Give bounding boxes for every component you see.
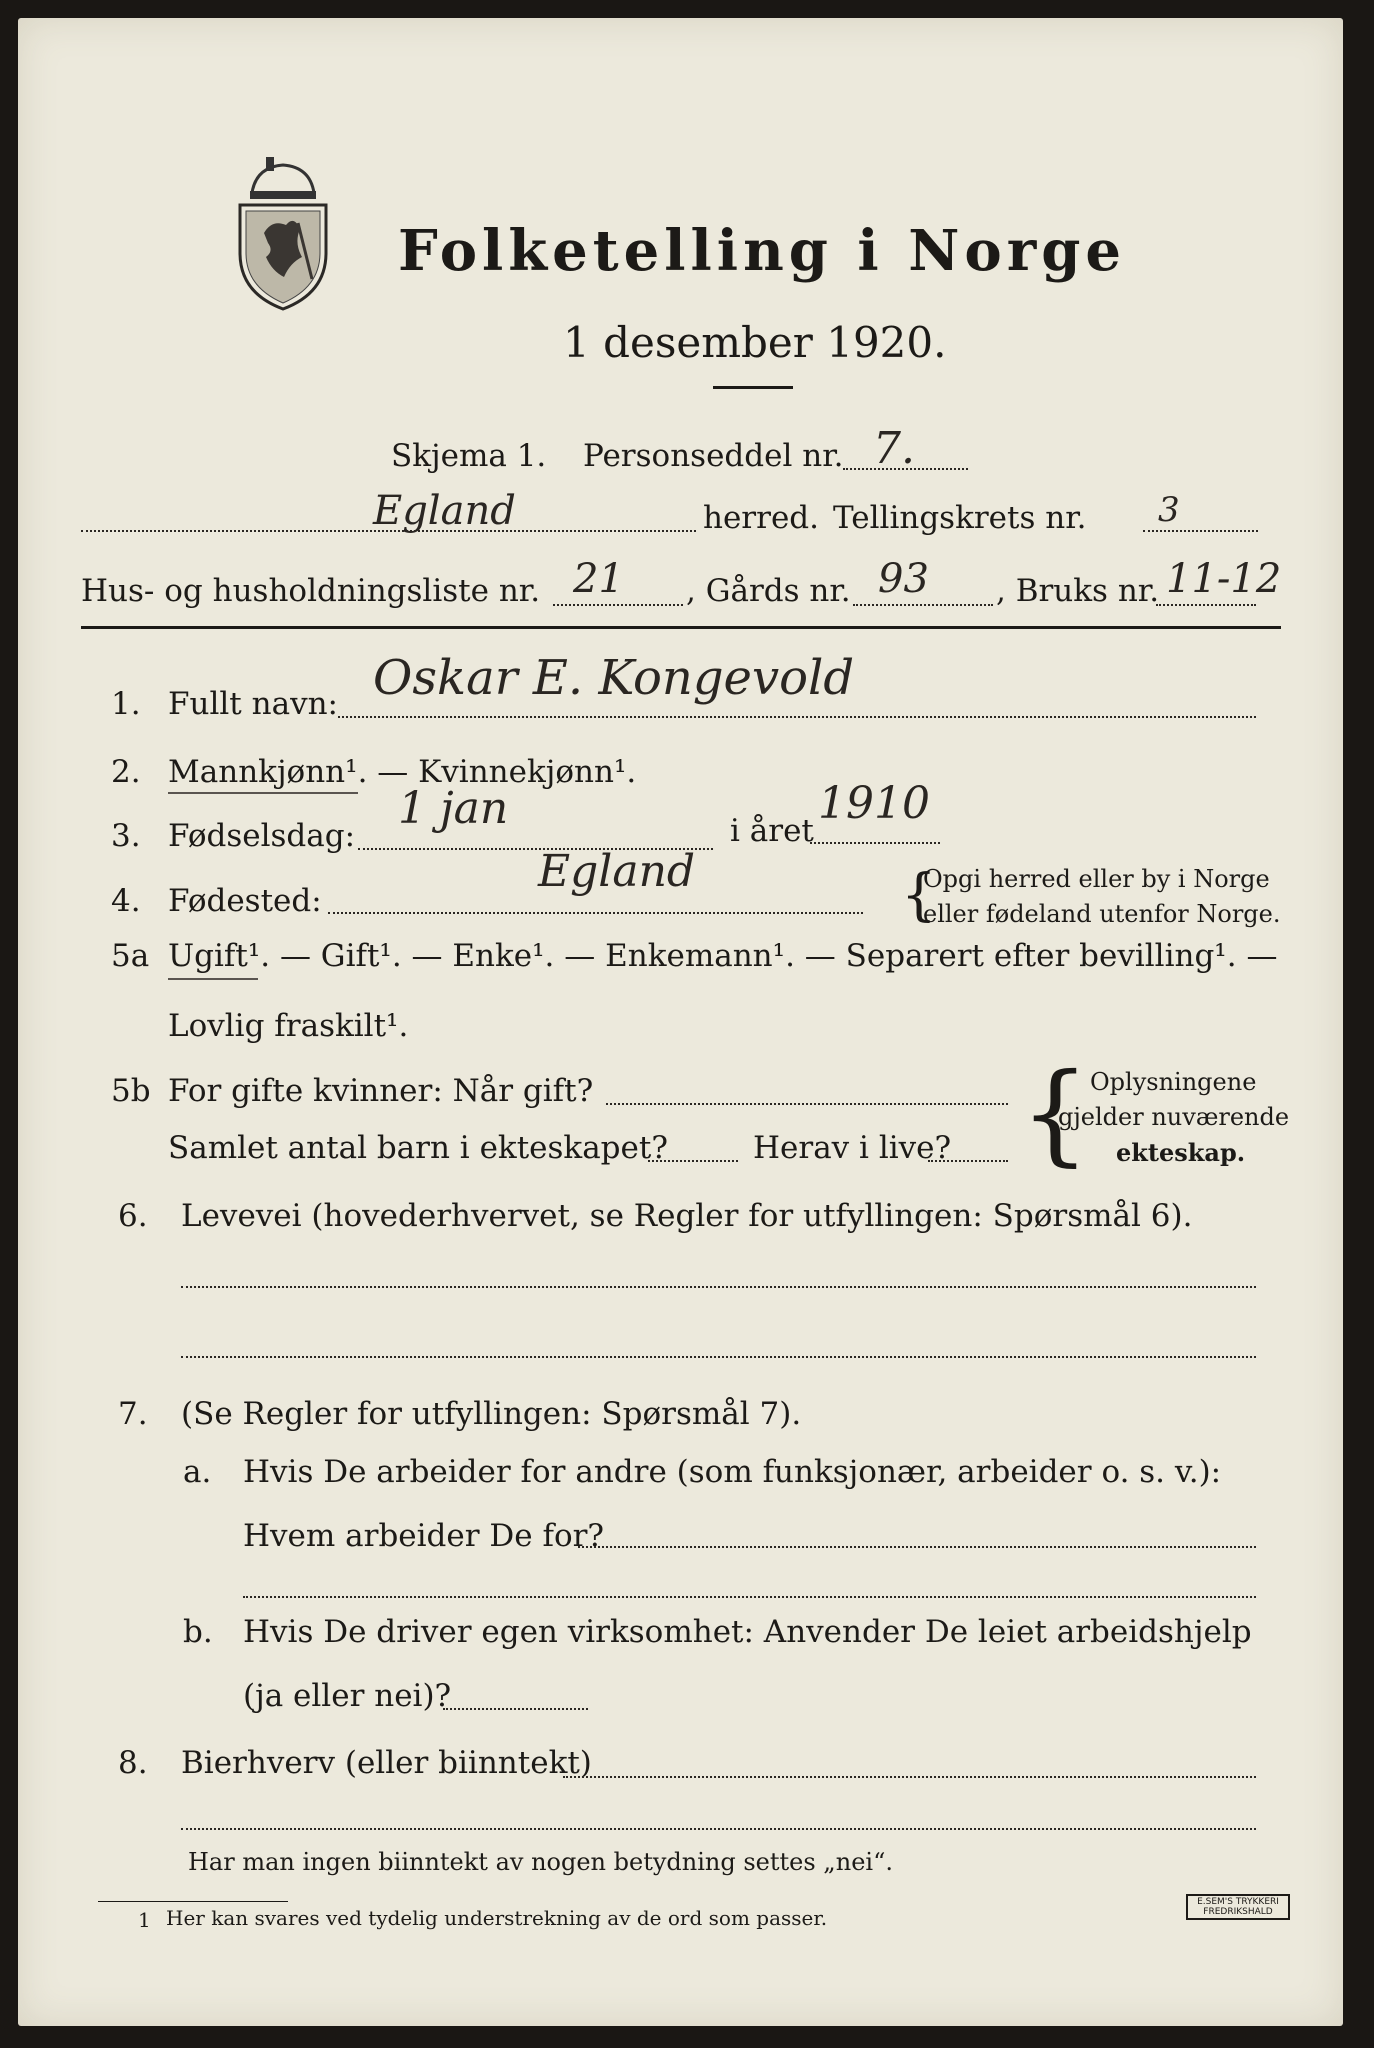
form-date: 1 desember 1920. bbox=[563, 318, 947, 367]
q8-number: 8. bbox=[118, 1745, 148, 1781]
q5b-note-2: gjelder nuværende bbox=[1058, 1103, 1290, 1131]
q5b-label-3: Herav i live? bbox=[753, 1130, 952, 1166]
printer-stamp bbox=[1186, 1894, 1290, 1920]
hired-help-line bbox=[443, 1708, 588, 1710]
q8-note: Har man ingen biinntekt av nogen betydning settes „nei“. bbox=[188, 1848, 893, 1876]
q5b-label: For gifte kvinner: Når gift? bbox=[168, 1073, 594, 1109]
herred-value[interactable]: Egland bbox=[373, 488, 516, 534]
tellingskrets-value[interactable]: 3 bbox=[1158, 490, 1180, 530]
q7b-text-2: (ja eller nei)? bbox=[243, 1678, 452, 1714]
q5b-number: 5b bbox=[111, 1073, 151, 1109]
q6-number: 6. bbox=[118, 1198, 148, 1234]
birthday-value[interactable]: 1 jan bbox=[398, 783, 509, 834]
gender-options: Mannkjønn¹. — Kvinnekjønn¹. bbox=[168, 754, 637, 790]
q8-text: Bierhverv (eller biinntekt) bbox=[181, 1745, 592, 1781]
q4-bracket: { bbox=[901, 863, 937, 928]
q7a-text-2: Hvem arbeider De for? bbox=[243, 1518, 605, 1554]
q2-number: 2. bbox=[111, 754, 141, 790]
footnote-text: Her kan svares ved tydelig understrekning av de ord som passer. bbox=[166, 1906, 828, 1930]
q7-number: 7. bbox=[118, 1396, 148, 1432]
q4-note-2: eller fødeland utenfor Norge. bbox=[923, 900, 1281, 928]
employer-line-2 bbox=[243, 1596, 1256, 1598]
personseddel-value[interactable]: 7. bbox=[873, 423, 915, 474]
q1-number: 1. bbox=[111, 686, 141, 722]
coat-of-arms-icon bbox=[228, 153, 338, 317]
children-alive-line bbox=[928, 1160, 1008, 1162]
q7b-text: Hvis De driver egen virksomhet: Anvender De leiet arbeidshjelp bbox=[243, 1614, 1252, 1650]
q5a-number: 5a bbox=[111, 938, 150, 974]
occupation-line-2 bbox=[181, 1356, 1256, 1358]
marital-status-underline bbox=[168, 978, 258, 980]
side-income-line-1 bbox=[563, 1776, 1256, 1778]
birthplace-value[interactable]: Egland bbox=[538, 846, 696, 897]
tellingskrets-label: Tellingskrets nr. bbox=[833, 500, 1087, 536]
personseddel-label: Personseddel nr. bbox=[583, 438, 844, 474]
q1-label: Fullt navn: bbox=[168, 686, 338, 722]
printer-stamp-line-1: E.SEM'S TRYKKERI bbox=[1197, 1897, 1279, 1907]
occupation-line-1 bbox=[181, 1286, 1256, 1288]
q1-line bbox=[338, 716, 1256, 718]
married-when-line bbox=[606, 1103, 1008, 1105]
q5b-note-3: ekteskap. bbox=[1116, 1138, 1246, 1167]
side-income-line-2 bbox=[181, 1828, 1256, 1830]
footnote-number: 1 bbox=[138, 1908, 151, 1932]
q7a-number: a. bbox=[183, 1454, 212, 1490]
marital-status-options: Ugift¹. — Gift¹. — Enke¹. — Enkemann¹. — Separert efter bevilling¹. — bbox=[168, 938, 1278, 974]
birth-year-value[interactable]: 1910 bbox=[818, 778, 930, 829]
census-form bbox=[18, 18, 1343, 2026]
q3-label: Fødselsdag: bbox=[168, 818, 356, 854]
gards-value[interactable]: 93 bbox=[878, 556, 929, 602]
q3-number: 3. bbox=[111, 818, 141, 854]
q7b-number: b. bbox=[183, 1614, 213, 1650]
q4-line bbox=[328, 912, 863, 914]
gender-underline bbox=[168, 792, 358, 794]
bruks-label: , Bruks nr. bbox=[996, 573, 1160, 609]
marital-status-options-2: Lovlig fraskilt¹. bbox=[168, 1008, 409, 1044]
header-divider bbox=[81, 626, 1281, 629]
bruks-line bbox=[1156, 604, 1256, 606]
q4-note-1: Opgi herred eller by i Norge bbox=[923, 865, 1270, 893]
q5b-bracket: { bbox=[1020, 1049, 1090, 1177]
employer-line bbox=[578, 1546, 1256, 1548]
hus-line bbox=[553, 604, 683, 606]
q7a-text: Hvis De arbeider for andre (som funksjonær, arbeider o. s. v.): bbox=[243, 1454, 1222, 1490]
q5b-note-1: Oplysningene bbox=[1090, 1068, 1257, 1096]
bruks-value[interactable]: 11-12 bbox=[1166, 556, 1282, 602]
printer-stamp-line-2: FREDRIKSHALD bbox=[1203, 1907, 1273, 1917]
tellingskrets-line bbox=[1143, 530, 1258, 532]
full-name-value[interactable]: Oskar E. Kongevold bbox=[373, 650, 855, 706]
q5b-label-2: Samlet antal barn i ekteskapet? bbox=[168, 1130, 668, 1166]
q3-year-label: i året bbox=[730, 813, 814, 849]
children-count-line bbox=[648, 1160, 738, 1162]
hus-value[interactable]: 21 bbox=[573, 556, 624, 602]
hus-label: Hus- og husholdningsliste nr. bbox=[81, 573, 541, 609]
gards-label: , Gårds nr. bbox=[686, 573, 851, 609]
skjema-label: Skjema 1. bbox=[391, 438, 547, 474]
q3-year-line bbox=[810, 842, 940, 844]
q4-number: 4. bbox=[111, 883, 141, 919]
footnote-divider bbox=[98, 1901, 288, 1902]
q7-text: (Se Regler for utfyllingen: Spørsmål 7). bbox=[181, 1396, 802, 1432]
q4-label: Fødested: bbox=[168, 883, 322, 919]
q6-text: Levevei (hovederhvervet, se Regler for utfyllingen: Spørsmål 6). bbox=[181, 1198, 1193, 1234]
title-divider bbox=[713, 386, 793, 389]
herred-label: herred. bbox=[703, 500, 819, 536]
gards-line bbox=[853, 604, 993, 606]
form-title: Folketelling i Norge bbox=[398, 218, 1127, 284]
